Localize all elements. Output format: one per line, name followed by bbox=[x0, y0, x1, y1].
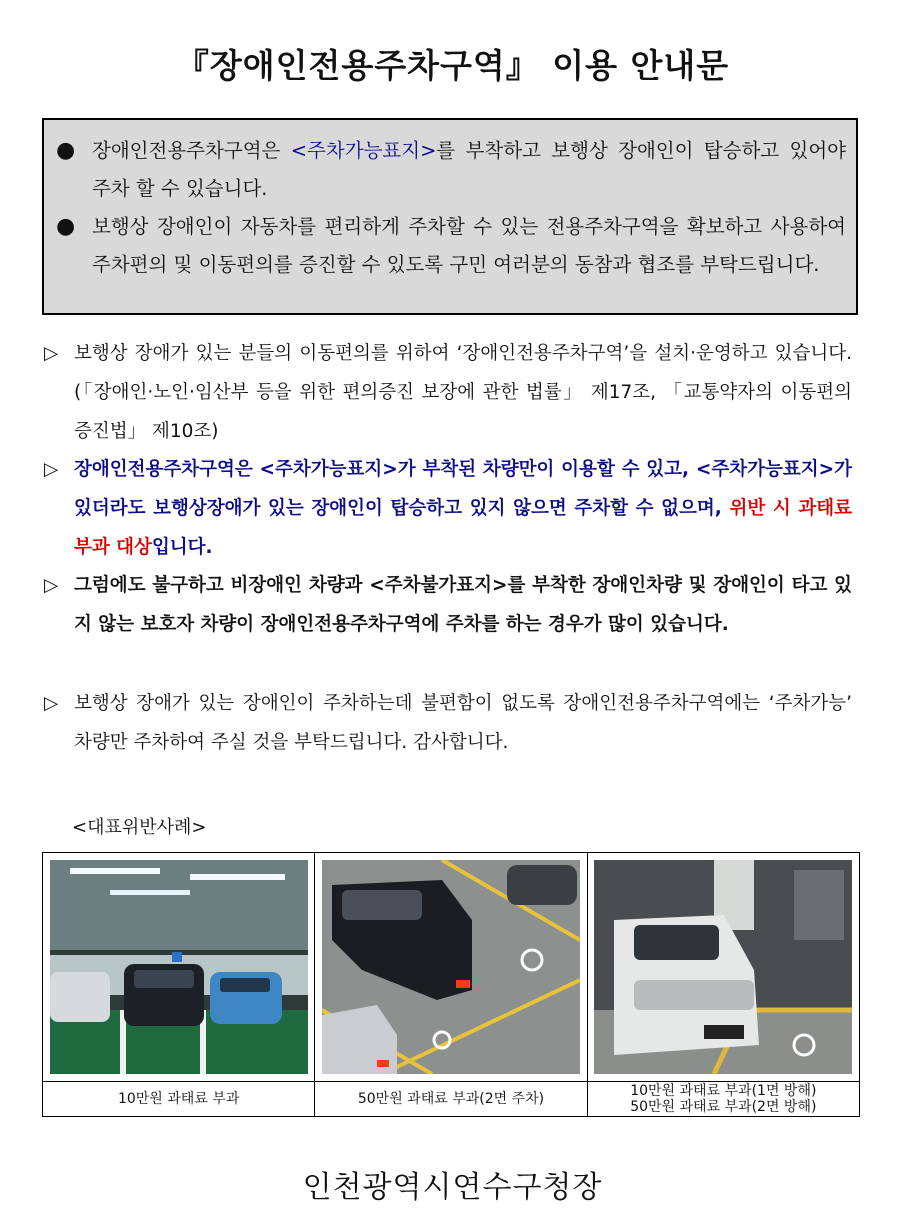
caption-3-line-1: 10만원 과태료 부과(1면 방해) bbox=[630, 1083, 817, 1099]
caption-3 bbox=[587, 1082, 859, 1117]
notice-item-1 bbox=[56, 132, 846, 208]
notice-highlight: <주차가능표지> bbox=[290, 139, 437, 162]
parking-garage-photo-1 bbox=[50, 860, 308, 1074]
photo-cell-1 bbox=[43, 853, 315, 1082]
parking-garage-photo-3 bbox=[594, 860, 852, 1074]
body-paragraph-2 bbox=[44, 450, 852, 567]
body-text-4: 보행상 장애가 있는 장애인이 주차하는데 불편함이 없도록 장애인전용주차구역에는 ‘주차가능’ 차량만 주차하여 주실 것을 부탁드립니다. 감사합니다. bbox=[74, 693, 852, 753]
photo-cell-2 bbox=[315, 853, 587, 1082]
body-text-1: 보행상 장애가 있는 분들의 이동편의를 위하여 ‘장애인전용주차구역’을 설치·운영하고 있습니다.(「장애인·노인·임산부 등을 위한 편의증진 보장에 관한 법률」 제17조, 「교통약자의 이동편의 증진법」 제10조) bbox=[74, 343, 852, 442]
page-title: 『장애인전용주차구역』 이용 안내문 bbox=[175, 46, 730, 85]
caption-2: 50만원 과태료 부과(2면 주차) bbox=[315, 1082, 587, 1117]
triangle-right-icon: ▷ bbox=[44, 343, 59, 364]
body-text-2-blue: 장애인전용주차구역은 <주차가능표지>가 부착된 차량만이 이용할 수 있고, <주차가능표지>가 있더라도 보행상장애가 있는 장애인이 탑승하고 있지 않으면 주차할 수 없으며, bbox=[74, 459, 852, 519]
body-paragraph-3 bbox=[44, 566, 852, 644]
notice-text-1a: 장애인전용주차구역은 bbox=[92, 139, 291, 162]
body-paragraph-1 bbox=[44, 334, 852, 451]
notice-text-2: 보행상 장애인이 자동차를 편리하게 주차할 수 있는 전용주차구역을 확보하고 사용하여 주차편의 및 이동편의를 증진할 수 있도록 구민 여러분의 동참과 협조를 부탁드립니다. bbox=[92, 215, 846, 276]
violation-cases-table bbox=[42, 852, 860, 1117]
notice-item-2 bbox=[56, 208, 846, 284]
penalty-warning: 위반 시 과태료 부과 대상 bbox=[74, 498, 853, 558]
issuer-signature: 인천광역시연수구청장 bbox=[302, 1170, 603, 1205]
caption-1: 10만원 과태료 부과 bbox=[43, 1082, 315, 1117]
parking-lot-photo-2 bbox=[322, 860, 580, 1074]
body-text-2-end: 입니다. bbox=[151, 537, 213, 558]
bullet-icon: ● bbox=[56, 138, 76, 163]
triangle-right-icon: ▷ bbox=[44, 459, 59, 480]
triangle-right-icon: ▷ bbox=[44, 575, 59, 596]
body-text-3: 그럼에도 불구하고 비장애인 차량과 <주차불가표지>를 부착한 장애인차량 및 장애인이 타고 있지 않는 보호자 차량이 장애인전용주차구역에 주차를 하는 경우가 많이 있습니다. bbox=[74, 575, 852, 635]
bullet-icon: ● bbox=[56, 214, 76, 239]
notice-box bbox=[42, 118, 858, 315]
notice-text-1b: 를 부착하고 보행상 장애인이 탑승하고 있어야 주차 할 수 있습니다. bbox=[92, 139, 846, 200]
photo-cell-3 bbox=[587, 853, 859, 1082]
caption-3-line-2: 50만원 과태료 부과(2면 방해) bbox=[630, 1099, 817, 1115]
violation-cases-label: <대표위반사례> bbox=[72, 817, 207, 838]
body-paragraph-4 bbox=[44, 684, 852, 762]
triangle-right-icon: ▷ bbox=[44, 693, 59, 714]
